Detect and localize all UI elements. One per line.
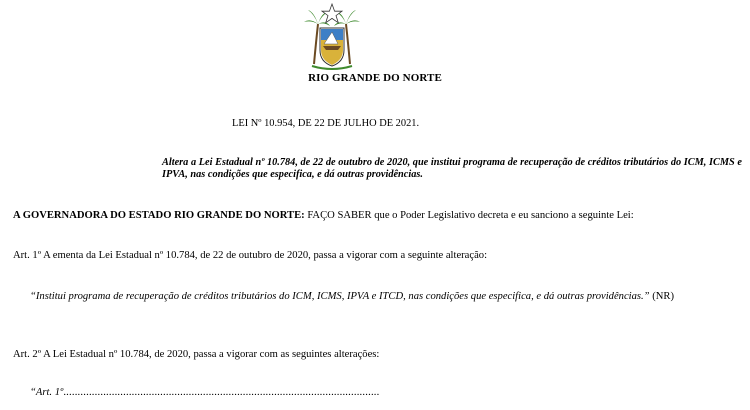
quoted-article-label: “Art. 1º: [30, 387, 64, 398]
enactment-clause: [13, 210, 634, 221]
article-1: Art. 1º A ementa da Lei Estadual nº 10.784, de 22 de outubro de 2020, passa a vigorar com a seguinte alteração:: [13, 250, 488, 261]
coat-of-arms-icon: [302, 2, 362, 72]
quoted-amendment: [30, 291, 744, 304]
star-icon: [322, 4, 342, 23]
ementa-paragraph: Altera a Lei Estadual nº 10.784, de 22 de outubro de 2020, que institui programa de recuperação de créditos tributários do ICM, ICMS e IPVA, nas condições que especifica, e dá outras providências.: [162, 157, 742, 180]
governor-heading: A GOVERNADORA DO ESTADO RIO GRANDE DO NORTE:: [13, 210, 305, 221]
enactment-text: FAÇO SABER que o Poder Legislativo decreta e eu sanciono a seguinte Lei:: [304, 210, 634, 221]
quoted-article-1: [30, 387, 380, 398]
article-2: Art. 2º A Lei Estadual nº 10.784, de 2020, passa a vigorar com as seguintes alterações:: [13, 349, 380, 360]
shield: [320, 28, 344, 66]
dotted-leader: ...............................................................................................................: [63, 387, 380, 398]
law-title: LEI Nº 10.954, DE 22 DE JULHO DE 2021.: [232, 118, 420, 129]
amendment-suffix: (NR): [649, 291, 674, 302]
amendment-text: “Institui programa de recuperação de créditos tributários do ICM, ICMS, IPVA e ITCD, nas condições que especifica, e dá outras providências.”: [30, 291, 650, 302]
state-title: RIO GRANDE DO NORTE: [308, 72, 442, 84]
